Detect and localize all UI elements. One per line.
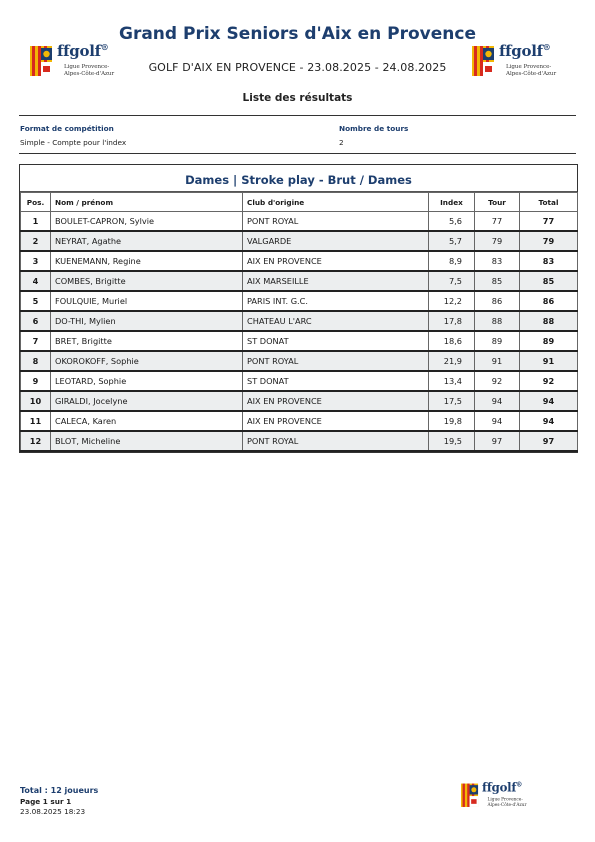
cell-index: 18,6 (429, 331, 475, 351)
cell-total: 86 (520, 291, 578, 311)
ffgolf-logo-left (30, 44, 126, 84)
ligue-line2: Alpes-Côte-d'Azur (487, 802, 527, 808)
cell-tour: 89 (475, 331, 520, 351)
cell-total: 94 (520, 391, 578, 411)
cell-name: BRET, Brigitte (51, 331, 243, 351)
ffgolf-brand: ffgolf (482, 780, 517, 795)
cell-total: 94 (520, 411, 578, 431)
registered-mark: ® (542, 42, 551, 52)
ffgolf-logo-right (472, 44, 568, 84)
ligue-line2: Alpes-Côte-d'Azur (506, 70, 557, 77)
table-row (21, 331, 578, 351)
cell-index: 7,5 (429, 271, 475, 291)
cell-index: 5,6 (429, 212, 475, 232)
table-row (21, 271, 578, 291)
table-row (21, 351, 578, 371)
cell-name: LEOTARD, Sophie (51, 371, 243, 391)
cell-name: COMBES, Brigitte (51, 271, 243, 291)
cell-club: CHATEAU L'ARC (243, 311, 429, 331)
format-value: Simple - Compte pour l'index (20, 138, 127, 147)
table-row (21, 212, 578, 232)
cell-total: 77 (520, 212, 578, 232)
cell-tour: 86 (475, 291, 520, 311)
cell-index: 21,9 (429, 351, 475, 371)
cell-name: NEYRAT, Agathe (51, 231, 243, 251)
cell-pos: 8 (21, 351, 51, 371)
results-table (20, 192, 578, 452)
cell-club: AIX EN PROVENCE (243, 391, 429, 411)
cell-club: PONT ROYAL (243, 431, 429, 451)
footer-timestamp: 23.08.2025 18:23 (20, 807, 86, 816)
provence-shield-icon (472, 46, 494, 76)
ligue-line1: Ligue Provence- (64, 64, 110, 70)
rounds-value: 2 (339, 138, 344, 147)
ffgolf-logo-footer (461, 782, 536, 813)
cell-name: BLOT, Micheline (51, 431, 243, 451)
cell-name: DO-THI, Mylien (51, 311, 243, 331)
provence-shield-icon (461, 784, 478, 807)
cell-total: 88 (520, 311, 578, 331)
table-row (21, 231, 578, 251)
cell-total: 79 (520, 231, 578, 251)
col-header-pos: Pos. (21, 193, 51, 212)
table-header-row (21, 193, 578, 212)
cell-index: 8,9 (429, 251, 475, 271)
col-header-name: Nom / prénom (51, 193, 243, 212)
cell-club: AIX EN PROVENCE (243, 411, 429, 431)
col-header-tour: Tour (475, 193, 520, 212)
cell-club: PONT ROYAL (243, 351, 429, 371)
cell-pos: 4 (21, 271, 51, 291)
cell-tour: 85 (475, 271, 520, 291)
cell-tour: 77 (475, 212, 520, 232)
cell-name: GIRALDI, Jocelyne (51, 391, 243, 411)
cell-name: CALECA, Karen (51, 411, 243, 431)
cell-total: 83 (520, 251, 578, 271)
table-row (21, 251, 578, 271)
cell-pos: 3 (21, 251, 51, 271)
provence-shield-icon (30, 46, 52, 76)
cell-name: BOULET-CAPRON, Sylvie (51, 212, 243, 232)
table-row (21, 431, 578, 451)
col-header-index: Index (429, 193, 475, 212)
table-row (21, 371, 578, 391)
registered-mark: ® (100, 42, 109, 52)
results-table-panel (19, 164, 578, 453)
event-subtitle: GOLF D'AIX EN PROVENCE - 23.08.2025 - 24.08.2025 (148, 61, 447, 74)
cell-pos: 12 (21, 431, 51, 451)
cell-total: 97 (520, 431, 578, 451)
cell-tour: 79 (475, 231, 520, 251)
cell-index: 19,8 (429, 411, 475, 431)
cell-name: FOULQUIE, Muriel (51, 291, 243, 311)
divider (19, 153, 576, 154)
cell-total: 91 (520, 351, 578, 371)
cell-pos: 1 (21, 212, 51, 232)
cell-pos: 5 (21, 291, 51, 311)
cell-club: ST DONAT (243, 371, 429, 391)
cell-club: AIX EN PROVENCE (243, 251, 429, 271)
ligue-line1: Ligue Provence- (487, 797, 523, 803)
footer-total-players: Total : 12 joueurs (20, 786, 99, 795)
cell-total: 92 (520, 371, 578, 391)
footer-page-number: Page 1 sur 1 (20, 797, 72, 806)
col-header-club: Club d'origine (243, 193, 429, 212)
rounds-label: Nombre de tours (339, 124, 409, 133)
cell-pos: 6 (21, 311, 51, 331)
cell-name: OKOROKOFF, Sophie (51, 351, 243, 371)
cell-tour: 97 (475, 431, 520, 451)
cell-club: PARIS INT. G.C. (243, 291, 429, 311)
cell-index: 5,7 (429, 231, 475, 251)
divider (19, 115, 576, 116)
ligue-line1: Ligue Provence- (506, 64, 552, 70)
table-row (21, 311, 578, 331)
cell-pos: 2 (21, 231, 51, 251)
table-row (21, 391, 578, 411)
cell-tour: 92 (475, 371, 520, 391)
format-label: Format de compétition (20, 124, 114, 133)
cell-tour: 83 (475, 251, 520, 271)
cell-club: ST DONAT (243, 331, 429, 351)
ffgolf-brand: ffgolf (57, 42, 101, 60)
table-row (21, 411, 578, 431)
cell-name: KUENEMANN, Regine (51, 251, 243, 271)
page-title: Grand Prix Seniors d'Aix en Provence (119, 24, 476, 44)
list-title: Liste des résultats (242, 92, 353, 104)
cell-pos: 11 (21, 411, 51, 431)
cell-index: 19,5 (429, 431, 475, 451)
registered-mark: ® (516, 780, 523, 789)
ffgolf-brand: ffgolf (499, 42, 543, 60)
results-body (21, 212, 578, 452)
cell-tour: 88 (475, 311, 520, 331)
cell-total: 85 (520, 271, 578, 291)
cell-tour: 91 (475, 351, 520, 371)
cell-tour: 94 (475, 411, 520, 431)
cell-club: PONT ROYAL (243, 212, 429, 232)
cell-pos: 10 (21, 391, 51, 411)
cell-club: AIX MARSEILLE (243, 271, 429, 291)
cell-club: VALGARDE (243, 231, 429, 251)
cell-tour: 94 (475, 391, 520, 411)
cell-index: 17,5 (429, 391, 475, 411)
cell-index: 17,8 (429, 311, 475, 331)
cell-pos: 9 (21, 371, 51, 391)
results-caption: Dames | Stroke play - Brut / Dames (20, 165, 577, 192)
cell-pos: 7 (21, 331, 51, 351)
col-header-total: Total (520, 193, 578, 212)
ligue-line2: Alpes-Côte-d'Azur (64, 70, 115, 77)
table-row (21, 291, 578, 311)
cell-total: 89 (520, 331, 578, 351)
cell-index: 13,4 (429, 371, 475, 391)
cell-index: 12,2 (429, 291, 475, 311)
